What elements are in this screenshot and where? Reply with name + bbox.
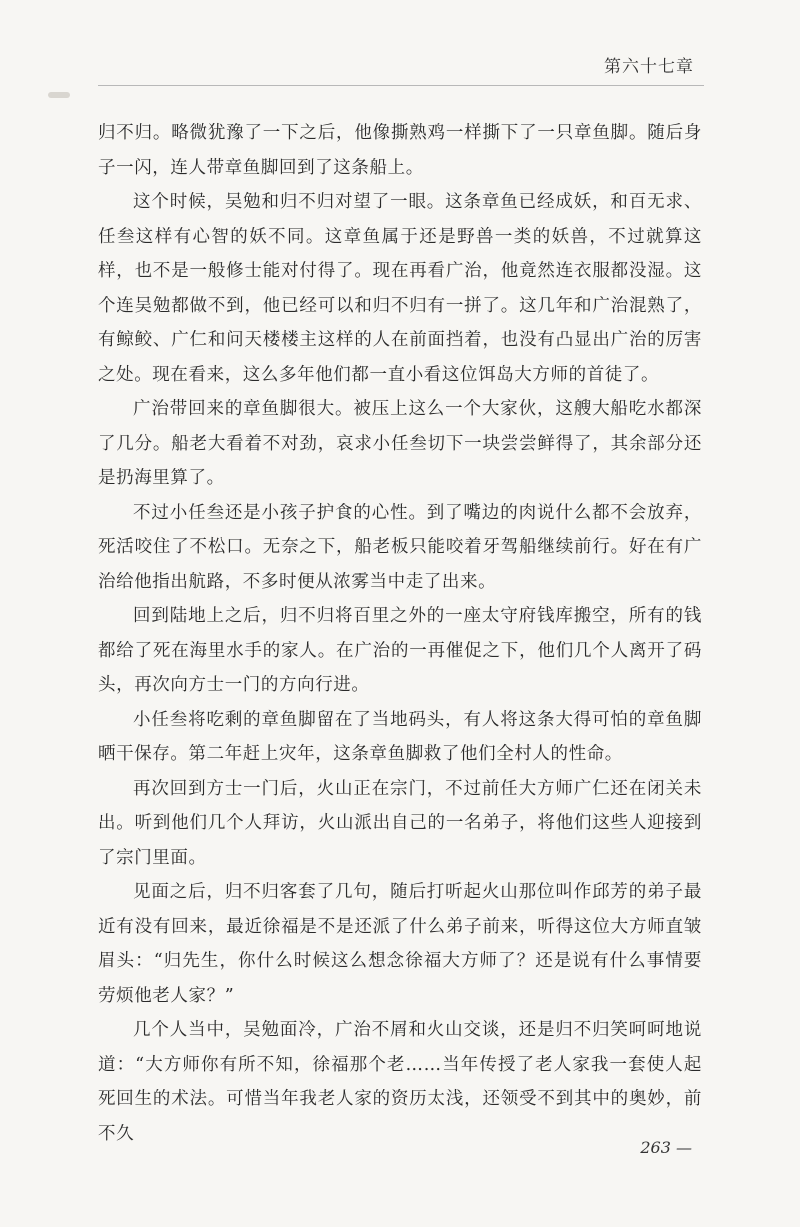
paragraph-2: 这个时候，吴勉和归不归对望了一眼。这条章鱼已经成妖，和百无求、任叁这样有心智的妖不同。这章鱼属于还是野兽一类的妖兽，不过就算这样，也不是一般修士能对付得了。现在再看广治，他竟然连衣服都没湿。这个连吴勉都做不到，他已经可以和归不归有一拼了。这几年和广治混熟了，有鲸鲛、广仁和问天楼楼主这样的人在前面挡着，也没有凸显出广治的厉害之处。现在看来，这么多年他们都一直小看这位饵岛大方师的首徒了。 [98,192,702,385]
page-body [98,116,702,1151]
paragraph-4: 不过小任叁还是小孩子护食的心性。到了嘴边的肉说什么都不会放弃，死活咬住了不松口。无奈之下，船老板只能咬着牙驾船继续前行。好在有广治给他指出航路，不多时便从浓雾当中走了出来。 [98,502,702,592]
paragraph-3: 广治带回来的章鱼脚很大。被压上这么一个大家伙，这艘大船吃水都深了几分。船老大看着不对劲，哀求小任叁切下一块尝尝鲜得了，其余部分还是扔海里算了。 [98,399,702,488]
chapter-header: 第六十七章 [604,57,694,77]
paragraph-7: 再次回到方士一门后，火山正在宗门，不过前任大方师广仁还在闭关未出。听到他们几个人拜访，火山派出自己的一名弟子，将他们这些人迎接到了宗门里面。 [98,778,702,868]
scan-smudge [48,92,70,98]
paragraph-1: 归不归。略微犹豫了一下之后，他像撕熟鸡一样撕下了一只章鱼脚。随后身子一闪，连人带章鱼脚回到了这条船上。 [98,123,702,178]
header-rule [98,85,704,86]
page-number: 263 — [640,1138,692,1157]
paragraph-8: 见面之后，归不归客套了几句，随后打听起火山那位叫作邱芳的弟子最近有没有回来，最近徐福是不是还派了什么弟子前来，听得这位大方师直皱眉头：“归先生，你什么时候这么想念徐福大方师了？还是说有什么事情要劳烦他老人家？” [98,882,702,1006]
paragraph-9: 几个人当中，吴勉面冷，广治不屑和火山交谈，还是归不归笑呵呵地说道：“大方师你有所不知，徐福那个老……当年传授了老人家我一套使人起死回生的术法。可惜当年我老人家的资历太浅，还领受不到其中的奥妙，前不久 [98,1020,702,1144]
paragraph-5: 回到陆地上之后，归不归将百里之外的一座太守府钱库搬空，所有的钱都给了死在海里水手的家人。在广治的一再催促之下，他们几个人离开了码头，再次向方士一门的方向行进。 [98,606,702,695]
paragraph-6: 小任叁将吃剩的章鱼脚留在了当地码头，有人将这条大得可怕的章鱼脚晒干保存。第二年赶上灾年，这条章鱼脚救了他们全村人的性命。 [98,709,702,764]
